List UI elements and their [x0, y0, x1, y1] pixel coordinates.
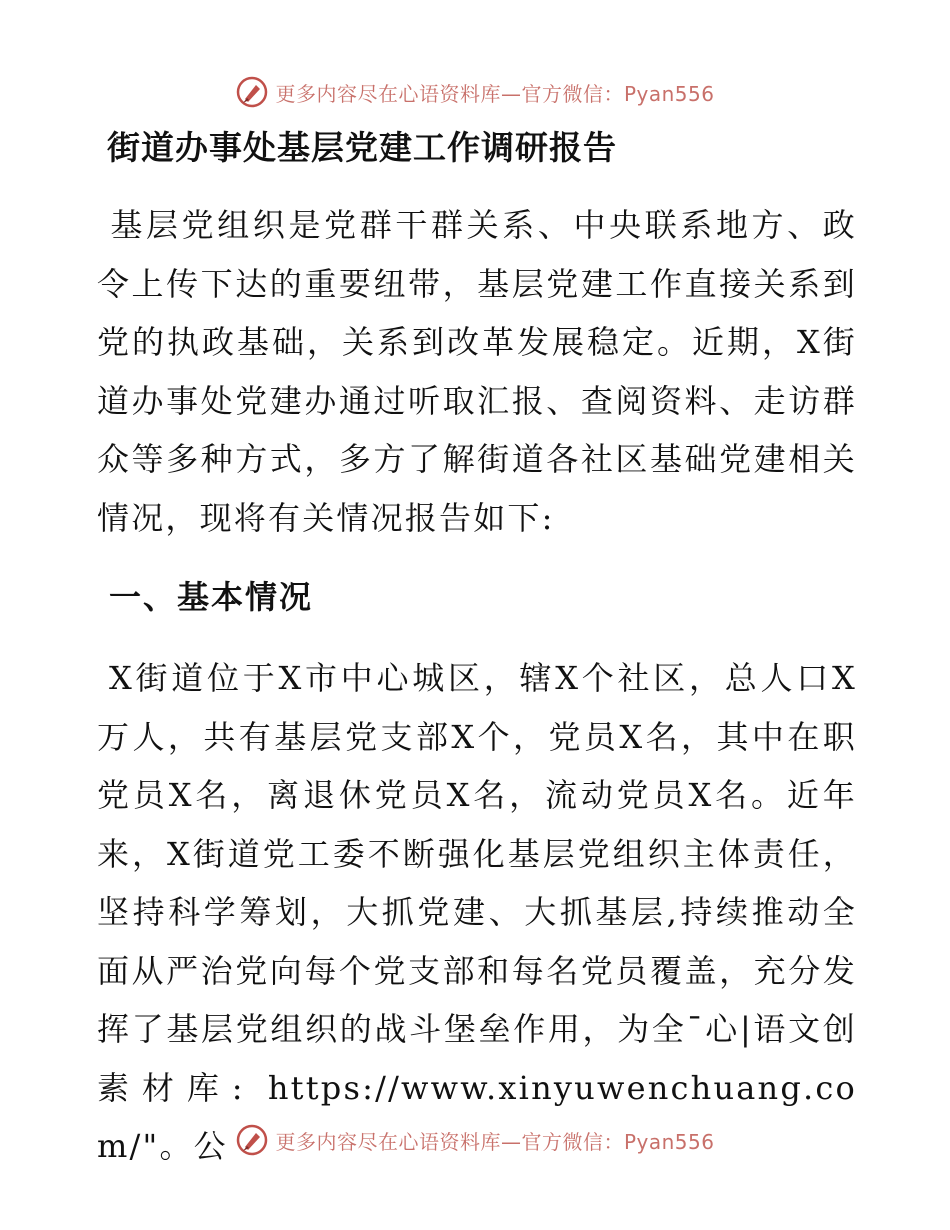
watermark-footer — [0, 1120, 950, 1160]
pen-nib-logo-icon — [235, 1123, 269, 1157]
section-heading-basic: 一、基本情况 — [109, 578, 314, 616]
watermark-text: 更多内容尽在心语资料库—官方微信：Pyan556 — [275, 1129, 715, 1154]
document-title: 街道办事处基层党建工作调研报告 — [107, 128, 617, 167]
watermark-text: 更多内容尽在心语资料库—官方微信：Pyan556 — [275, 81, 715, 106]
paragraph-intro — [97, 196, 857, 547]
paragraph-intro-text: 基层党组织是党群干群关系、中央联系地方、政令上传下达的重要纽带，基层党建工作直接关系到党的执政基础，关系到改革发展稳定。近期，X街道办事处党建办通过听取汇报、查阅资料、走访群众等多种方式，多方了解街道各社区基础党建相关情况，现将有关情况报告如下: — [97, 206, 857, 537]
watermark-header — [0, 72, 950, 112]
paragraph-basic — [97, 649, 857, 1176]
pen-nib-logo-icon — [235, 75, 269, 109]
paragraph-basic-text: X街道位于X市中心城区，辖X个社区，总人口X万人，共有基层党支部X个，党员X名，其中在职党员X名，离退休党员X名，流动党员X名。近年来，X街道党工委不断强化基层党组织主体责任，坚持科学筹划，大抓党建、大抓基层,持续推动全面从严治党向每个党支部和每名党员覆盖，充分发挥了基层党组织的战斗堡垒作用，为全¯心|语文创素材库: https://www.xinyuwenchuang.com/"。公 — [97, 659, 857, 1165]
document-body — [97, 120, 857, 1176]
